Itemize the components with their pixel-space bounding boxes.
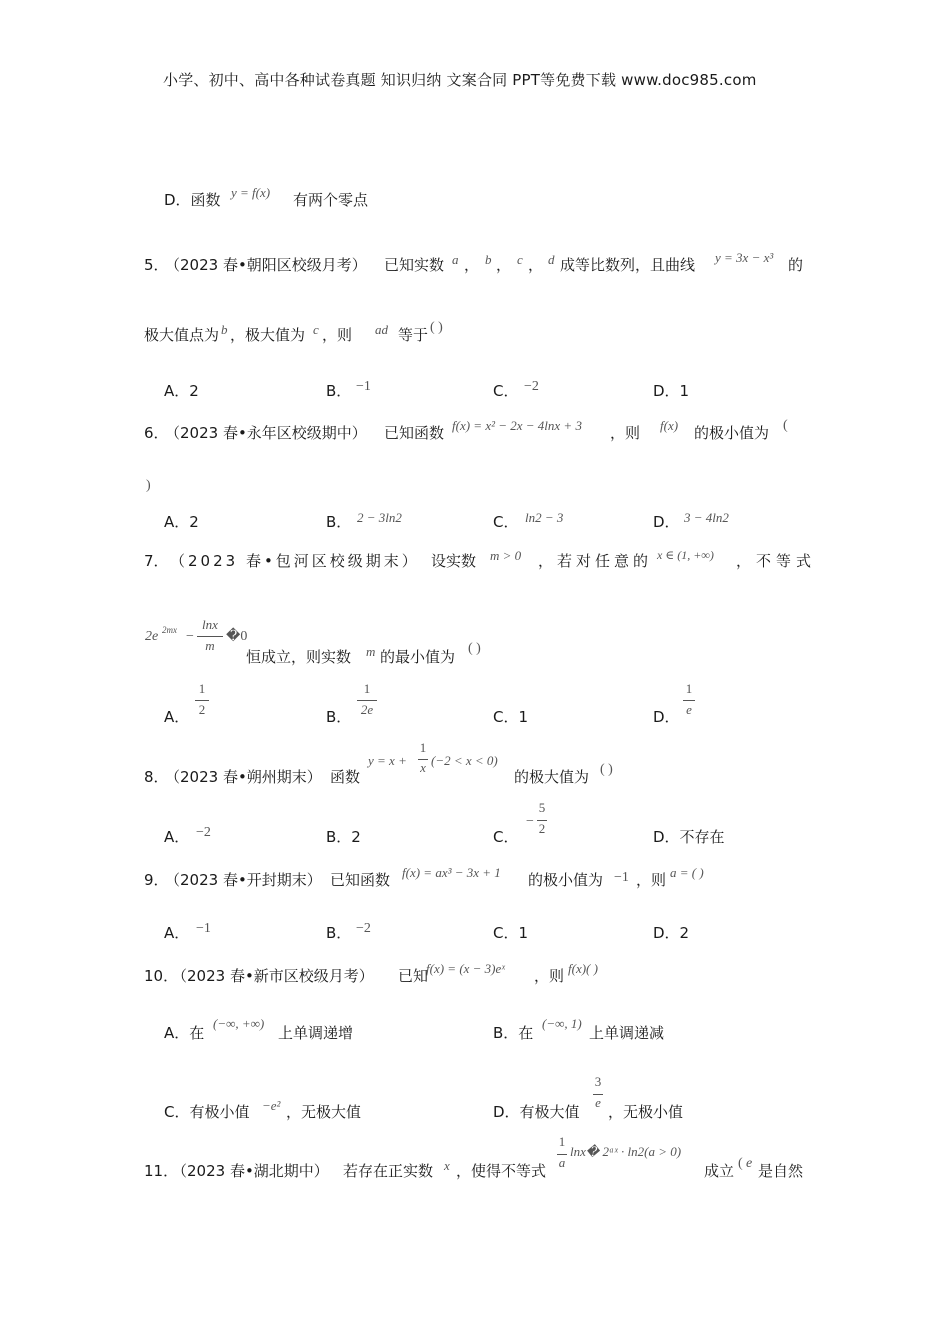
question-text: ，则 bbox=[610, 424, 641, 442]
option-a-label: A． bbox=[164, 708, 190, 726]
paren-open: ( bbox=[738, 1156, 743, 1171]
option-c-label: C． bbox=[493, 828, 519, 846]
fraction-numerator: 1 bbox=[558, 1134, 566, 1149]
fraction-bar bbox=[197, 636, 223, 637]
math-var: d bbox=[548, 252, 555, 267]
option-c-value: −e² bbox=[262, 1098, 281, 1113]
option-b-label: B． bbox=[326, 382, 352, 400]
question-text: 的极大值为 bbox=[514, 768, 590, 786]
question-text: ，则 bbox=[322, 326, 353, 344]
option-c-label: C．有极小值 bbox=[164, 1103, 250, 1121]
fraction-denominator: m bbox=[205, 638, 215, 653]
option-b: B．2 bbox=[326, 828, 361, 846]
question-number: 9． bbox=[144, 871, 169, 889]
fraction-bar bbox=[195, 700, 209, 701]
question-source: （2023 春•开封期末） bbox=[165, 871, 322, 889]
option-d: D．2 bbox=[653, 924, 690, 942]
question-text: ，若对任意的 bbox=[538, 552, 653, 570]
math-var: b bbox=[485, 252, 492, 267]
option-d: D．不存在 bbox=[653, 828, 725, 846]
math-expression: f(x) = (x − 3)eˣ bbox=[426, 961, 505, 976]
option-b-value: 2 − 3ln2 bbox=[357, 510, 402, 525]
separator: ， bbox=[528, 256, 544, 274]
answer-paren: ( ) bbox=[430, 320, 443, 335]
question-text: 已知函数 bbox=[384, 424, 445, 442]
option-c-value: ln2 − 3 bbox=[525, 510, 564, 525]
question-text: 成等比数列，且曲线 bbox=[560, 256, 696, 274]
option-a-label: A．在 bbox=[164, 1024, 205, 1042]
question-text: 成立 bbox=[704, 1162, 735, 1180]
question-text: 的 bbox=[788, 256, 804, 274]
option-a-interval: (−∞, +∞) bbox=[213, 1016, 265, 1031]
option-d-denominator: e bbox=[686, 702, 692, 717]
option-c-label: C． bbox=[493, 513, 519, 531]
math-var: a bbox=[452, 252, 459, 267]
question-source: （2023 春•朔州期末） bbox=[165, 768, 322, 786]
inequality-expression: lnx� 2ᵃˣ · ln2(a > 0) bbox=[570, 1144, 682, 1159]
math-expression: y = 3x − x³ bbox=[715, 250, 774, 265]
math-expression: f(x) bbox=[660, 418, 679, 433]
option-d: D．1 bbox=[653, 382, 690, 400]
question-text: 的最小值为 bbox=[380, 648, 456, 666]
math-expression: x ∈ (1, +∞) bbox=[657, 548, 714, 562]
option-c-numerator: 5 bbox=[538, 800, 546, 815]
option-b-numerator: 1 bbox=[363, 681, 371, 696]
question-text: 恒成立，则实数 bbox=[246, 648, 352, 666]
question-number: 5． bbox=[144, 256, 169, 274]
option-a-value: −1 bbox=[196, 921, 211, 936]
option-c-text: ，无极大值 bbox=[286, 1103, 362, 1121]
question-source: （2023 春•湖北期中） bbox=[172, 1162, 329, 1180]
question-number: 8． bbox=[144, 768, 169, 786]
fraction-numerator: lnx bbox=[202, 617, 218, 632]
fraction-denominator: a bbox=[558, 1155, 566, 1170]
question-number: 7． bbox=[144, 552, 169, 570]
question-source: （2023 春•包河区校级期末） bbox=[170, 552, 420, 570]
option-d-label: D．有极大值 bbox=[493, 1103, 580, 1121]
question-text: 的极小值为 bbox=[694, 424, 770, 442]
page-header: 小学、初中、高中各种试卷真题 知识归纳 文案合同 PPT等免费下载 www.doc985.com bbox=[163, 71, 757, 89]
fraction-bar bbox=[683, 700, 695, 701]
inequality-minus: − bbox=[186, 629, 194, 644]
option-b-label: B． bbox=[326, 513, 352, 531]
option-b-label: B． bbox=[326, 924, 352, 942]
option-c-sign: − bbox=[526, 814, 534, 829]
question-text: 函数 bbox=[330, 768, 361, 786]
math-var: e bbox=[746, 1156, 753, 1171]
inequality-exponent: 2mx bbox=[162, 625, 177, 635]
math-var: b bbox=[221, 322, 228, 337]
question-text: 极大值点为 bbox=[144, 326, 220, 344]
value: −1 bbox=[614, 870, 629, 885]
option-a-value: −2 bbox=[196, 825, 211, 840]
math-expression: y = f(x) bbox=[231, 185, 271, 200]
answer-paren: f(x)( ) bbox=[568, 961, 598, 976]
option-c: C．1 bbox=[493, 924, 529, 942]
option-a-numerator: 1 bbox=[198, 681, 206, 696]
option-d-text: ，无极小值 bbox=[608, 1103, 684, 1121]
option-d-numerator: 3 bbox=[594, 1074, 602, 1089]
question-text: ，使得不等式 bbox=[456, 1162, 547, 1180]
inequality-relation: �0 bbox=[226, 629, 248, 644]
answer-paren: a = ( ) bbox=[670, 865, 704, 880]
question-text: 是自然 bbox=[758, 1162, 804, 1180]
question-number: 11． bbox=[144, 1162, 179, 1180]
question-text: 已知实数 bbox=[384, 256, 445, 274]
answer-paren-close: ) bbox=[146, 478, 151, 493]
answer-paren: ( ) bbox=[468, 641, 481, 656]
fraction-bar bbox=[357, 700, 377, 701]
option-c-label: C． bbox=[493, 382, 519, 400]
option-d-label: D． bbox=[653, 513, 680, 531]
math-var: m bbox=[366, 644, 376, 659]
question-text: 已知 bbox=[398, 967, 429, 985]
question-text: 的极小值为 bbox=[528, 871, 604, 889]
option-a-label: A． bbox=[164, 828, 190, 846]
option-d-value: 3 − 4ln2 bbox=[684, 510, 729, 525]
math-expression: f(x) = ax³ − 3x + 1 bbox=[402, 865, 501, 880]
inequality-left: 2e bbox=[145, 629, 159, 644]
math-expression: y = x + bbox=[368, 753, 407, 768]
option-b-text: 上单调递减 bbox=[589, 1024, 665, 1042]
math-var: ad bbox=[375, 322, 388, 337]
option-b-label: B． bbox=[326, 708, 352, 726]
math-var: x bbox=[444, 1158, 450, 1173]
option-b-denominator: 2e bbox=[360, 702, 374, 717]
option-text: 有两个零点 bbox=[293, 191, 369, 209]
option-a: A．2 bbox=[164, 513, 199, 531]
question-text: ，则 bbox=[534, 967, 565, 985]
option-d-numerator: 1 bbox=[685, 681, 693, 696]
question-text: 设实数 bbox=[431, 552, 477, 570]
math-expression: m > 0 bbox=[490, 548, 522, 563]
math-var: c bbox=[517, 252, 523, 267]
answer-paren: ( ) bbox=[600, 762, 613, 777]
option-d-denominator: e bbox=[595, 1095, 601, 1110]
question-source: （2023 春•永年区校级期中） bbox=[165, 424, 367, 442]
math-var: c bbox=[313, 322, 319, 337]
question-text: ，不等式 bbox=[736, 552, 817, 570]
option-b-interval: (−∞, 1) bbox=[542, 1016, 582, 1031]
question-text: 等于 bbox=[398, 326, 429, 344]
separator: ， bbox=[464, 256, 480, 274]
fraction-numerator: 1 bbox=[419, 740, 427, 755]
option-a-text: 上单调递增 bbox=[278, 1024, 354, 1042]
option-a-label: A． bbox=[164, 924, 190, 942]
math-expression: (−2 < x < 0) bbox=[431, 753, 498, 768]
option-c-denominator: 2 bbox=[538, 821, 546, 836]
fraction-denominator: x bbox=[420, 760, 426, 775]
math-expression: f(x) = x² − 2x − 4lnx + 3 bbox=[452, 418, 582, 433]
question-number: 10． bbox=[144, 967, 179, 985]
question-number: 6． bbox=[144, 424, 169, 442]
option-b-value: −1 bbox=[356, 379, 371, 394]
question-source: （2023 春•朝阳区校级月考） bbox=[165, 256, 367, 274]
question-text: ，则 bbox=[636, 871, 667, 889]
option-b-label: B．在 bbox=[493, 1024, 534, 1042]
question-text: ，极大值为 bbox=[230, 326, 306, 344]
option-a-denominator: 2 bbox=[198, 702, 206, 717]
option-d-label: D． bbox=[653, 708, 680, 726]
question-text: 若存在正实数 bbox=[343, 1162, 434, 1180]
option-c-value: −2 bbox=[524, 379, 539, 394]
option-b-value: −2 bbox=[356, 921, 371, 936]
option-c: C．1 bbox=[493, 708, 529, 726]
answer-paren-open: ( bbox=[783, 418, 788, 433]
question-source: （2023 春•新市区校级月考） bbox=[172, 967, 374, 985]
question-text: 已知函数 bbox=[330, 871, 391, 889]
separator: ， bbox=[496, 256, 512, 274]
option-label: D．函数 bbox=[164, 191, 221, 209]
option-a: A．2 bbox=[164, 382, 199, 400]
